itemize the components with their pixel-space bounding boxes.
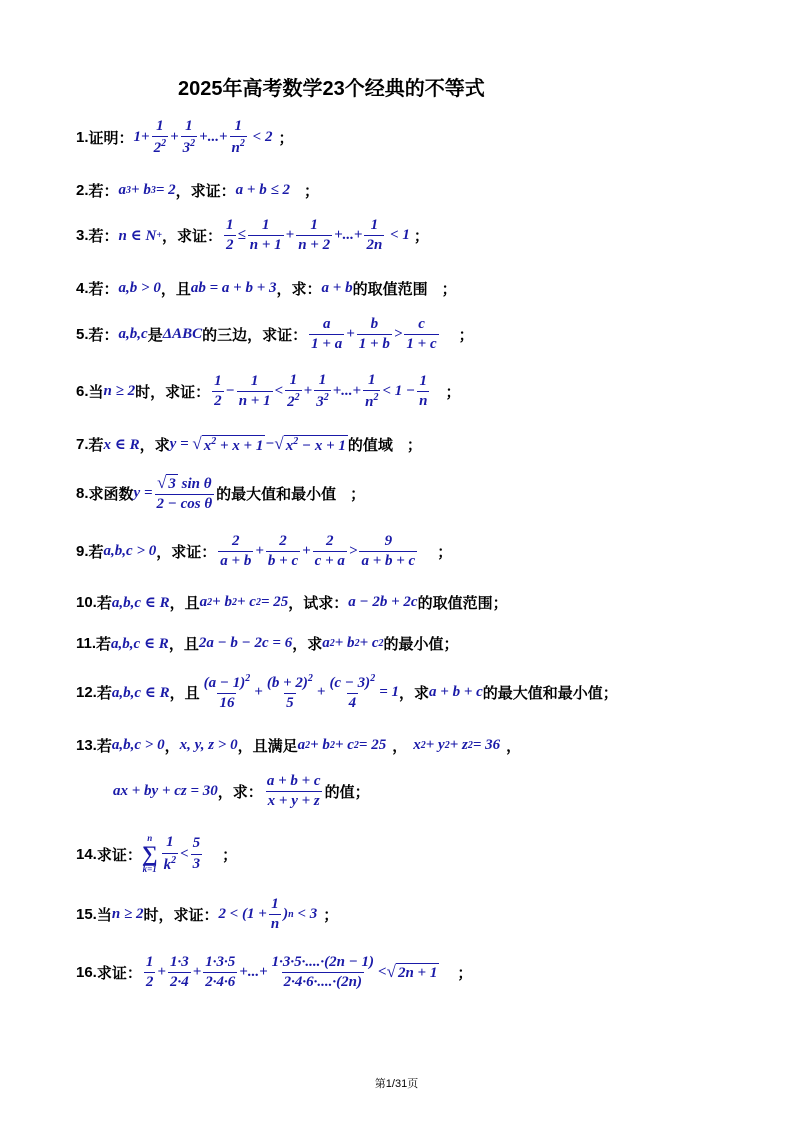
formula: $\frac{1}{2}$ − $\frac{1}{n + 1}$ < $\frac{1}{2^2}$ + $\frac{1}{3^2}$ + ... + $\frac{1}{n^2}$ < 1 − $\frac{1}{n}$ — [214, 372, 428, 411]
formula: $\frac{(a - 1)^2}{16}$ + $\frac{(b + 2)^2}{5}$ + $\frac{(c - 3)^2}{4}$ = 1 — [203, 673, 399, 712]
problem-number: 12. — [76, 684, 97, 702]
problem-number: 5. — [76, 326, 89, 344]
problem-8: 8. 求函数 y = √ 3 sin θ 2 − cos θ 的最大值和最小值 ； — [76, 473, 366, 513]
page-title: 2025年高考数学23个经典的不等式 — [178, 78, 485, 100]
formula: y = √ $x^2 + x + 1$ − √ $x^2 - x + 1$ — [169, 433, 346, 454]
problem-13-continued: ax + by + cz = 30 ，求： $\frac{a + b + c}{x + y + z}$ 的值； — [113, 773, 370, 810]
problem-1: 1. 证明： 1+ $\frac{1}{2^2}$ + $\frac{1}{3^2}$ + ... + $\frac{1}{n^2}$ < 2 ； — [76, 118, 294, 157]
problem-number: 16. — [76, 964, 97, 982]
problem-number: 6. — [76, 383, 89, 401]
formula: x 2 + y 2 + z 2 = 36 — [413, 737, 501, 753]
formula: a 2 + b 2 + c 2 = 25 — [297, 737, 387, 753]
problem-number: 4. — [76, 280, 89, 297]
problem-2: 2. 若： a 3 + b 3 = 2 ，求证： a + b ≤ 2 ； — [76, 182, 319, 200]
formula: 1+ $\frac{1}{2^2}$ + $\frac{1}{3^2}$ + ... + $\frac{1}{n^2}$ < 2 — [133, 118, 273, 157]
problem-number: 2. — [76, 182, 89, 199]
formula: a + b ≤ 2 — [235, 182, 290, 198]
problem-12: 12. 若 a,b,c ∈ R ，且 $\frac{(a - 1)^2}{16}$ + $\frac{(b + 2)^2}{5}$ + $\frac{(c - 3)^2}{4}$ = 1 ，求 a + b + c 的最大值和最小值； — [76, 673, 618, 712]
formula: y = √ 3 sin θ 2 − cos θ — [133, 473, 213, 513]
problem-15: 15. 当 n ≥ 2 时，求证： 2 < (1 + $\frac{1}{n}$ ) n < 3 ； — [76, 896, 339, 933]
problem-11: 11. 若 a,b,c ∈ R ，且 2a − b − 2c = 6 ，求 a 2 + b 2 + c 2 的最小值； — [76, 635, 459, 653]
formula: a 2 + b 2 + c 2 = 25 — [199, 594, 289, 610]
formula: a 2 + b 2 + c 2 — [322, 635, 384, 651]
problem-6: 6. 当 n ≥ 2 时，求证： $\frac{1}{2}$ − $\frac{1}{n + 1}$ < $\frac{1}{2^2}$ + $\frac{1}{3^2}$ + ... + $\frac{1}{n^2}$ < 1 − $\frac{1}{n}$ ； — [76, 372, 461, 411]
formula: $\frac{2}{a + b}$ + $\frac{2}{b + c}$ + $\frac{2}{c + a}$ > $\frac{9}{a + b + c}$ — [220, 533, 416, 570]
problem-number: 11. — [76, 635, 97, 652]
problem-number: 8. — [76, 485, 89, 503]
problem-10: 10. 若 a,b,c ∈ R ，且 a 2 + b 2 + c 2 = 25 ，试求： a − 2b + 2c 的取值范围； — [76, 594, 508, 612]
problem-9: 9. 若 a,b,c > 0 ，求证： $\frac{2}{a + b}$ + $\frac{2}{b + c}$ + $\frac{2}{c + a}$ > $\frac{9}{a + b + c}$ ； — [76, 533, 453, 570]
formula: n ∈ N + — [118, 228, 163, 245]
problem-14: 14. 求证： n ∑ k=1 $\frac{1}{k^2}$ < $\frac{5}{3}$ ； — [76, 833, 238, 874]
formula: $\frac{a + b + c}{x + y + z}$ — [266, 773, 321, 810]
problem-16: 16. 求证： $\frac{1}{2}$ + $\frac{1\cdot 3}{2\cdot 4}$ + $\frac{1\cdot 3\cdot 5}{2\cdot 4\cdot 6}$ + ... + $\frac{1\cdot 3\cdot 5\cdot....\cdot(2n - 1)}{2\cdot 4\cdot 6\cdot....\cdot(2n)}$ < √ 2n + 1 ； — [76, 954, 473, 991]
formula: 2 < (1 + $\frac{1}{n}$ ) n < 3 — [218, 896, 318, 933]
label: 证明： — [88, 130, 134, 148]
problem-number: 9. — [76, 543, 89, 561]
formula: n ∑ k=1 $\frac{1}{k^2}$ < $\frac{5}{3}$ — [141, 833, 201, 874]
problem-number: 13. — [76, 737, 97, 754]
problem-number: 10. — [76, 594, 97, 611]
problem-number: 1. — [76, 129, 89, 147]
problem-13: 13. 若 a,b,c > 0 ， x, y, z > 0 ，且满足 a 2 + b 2 + c 2 = 25 ， x 2 + y 2 + z 2 = 36 ， — [76, 737, 522, 755]
problem-5: 5. 若： a,b,c 是 ΔABC 的三边 ，求证： $\frac{a}{1 + a}$ + $\frac{b}{1 + b}$ > $\frac{c}{1 + c}$ ； — [76, 316, 474, 353]
formula: $\frac{a}{1 + a}$ + $\frac{b}{1 + b}$ > $\frac{c}{1 + c}$ — [311, 316, 437, 353]
formula: $\frac{1}{2}$ + $\frac{1\cdot 3}{2\cdot 4}$ + $\frac{1\cdot 3\cdot 5}{2\cdot 4\cdot 6}$ + ... + $\frac{1\cdot 3\cdot 5\cdot....\cdot(2n - 1)}{2\cdot 4\cdot 6\cdot....\cdot(2n)}$ < √ 2n + 1 — [145, 954, 438, 991]
problem-3: 3. 若： n ∈ N + ，求证： $\frac{1}{2}$ ≤ $\frac{1}{n + 1}$ + $\frac{1}{n + 2}$ + ... + $\frac{1}{2n}$ < 1 ； — [76, 217, 429, 254]
formula: a 3 + b 3 = 2 — [118, 182, 176, 198]
problem-number: 15. — [76, 906, 97, 924]
problem-7: 7. 若 x ∈ R ，求 y = √ $x^2 + x + 1$ − √ $x^2 - x + 1$ 的值域 ； — [76, 433, 422, 454]
formula: $\frac{1}{2}$ ≤ $\frac{1}{n + 1}$ + $\frac{1}{n + 2}$ + ... + $\frac{1}{2n}$ < 1 — [226, 217, 410, 254]
problem-number: 7. — [76, 436, 89, 453]
problem-number: 3. — [76, 227, 89, 245]
problem-number: 14. — [76, 845, 97, 863]
problem-4: 4. 若： a,b > 0 ，且 ab = a + b + 3 ，求： a + b 的取值范围 ； — [76, 280, 457, 298]
page-footer: 第1/31页 — [374, 1078, 419, 1090]
